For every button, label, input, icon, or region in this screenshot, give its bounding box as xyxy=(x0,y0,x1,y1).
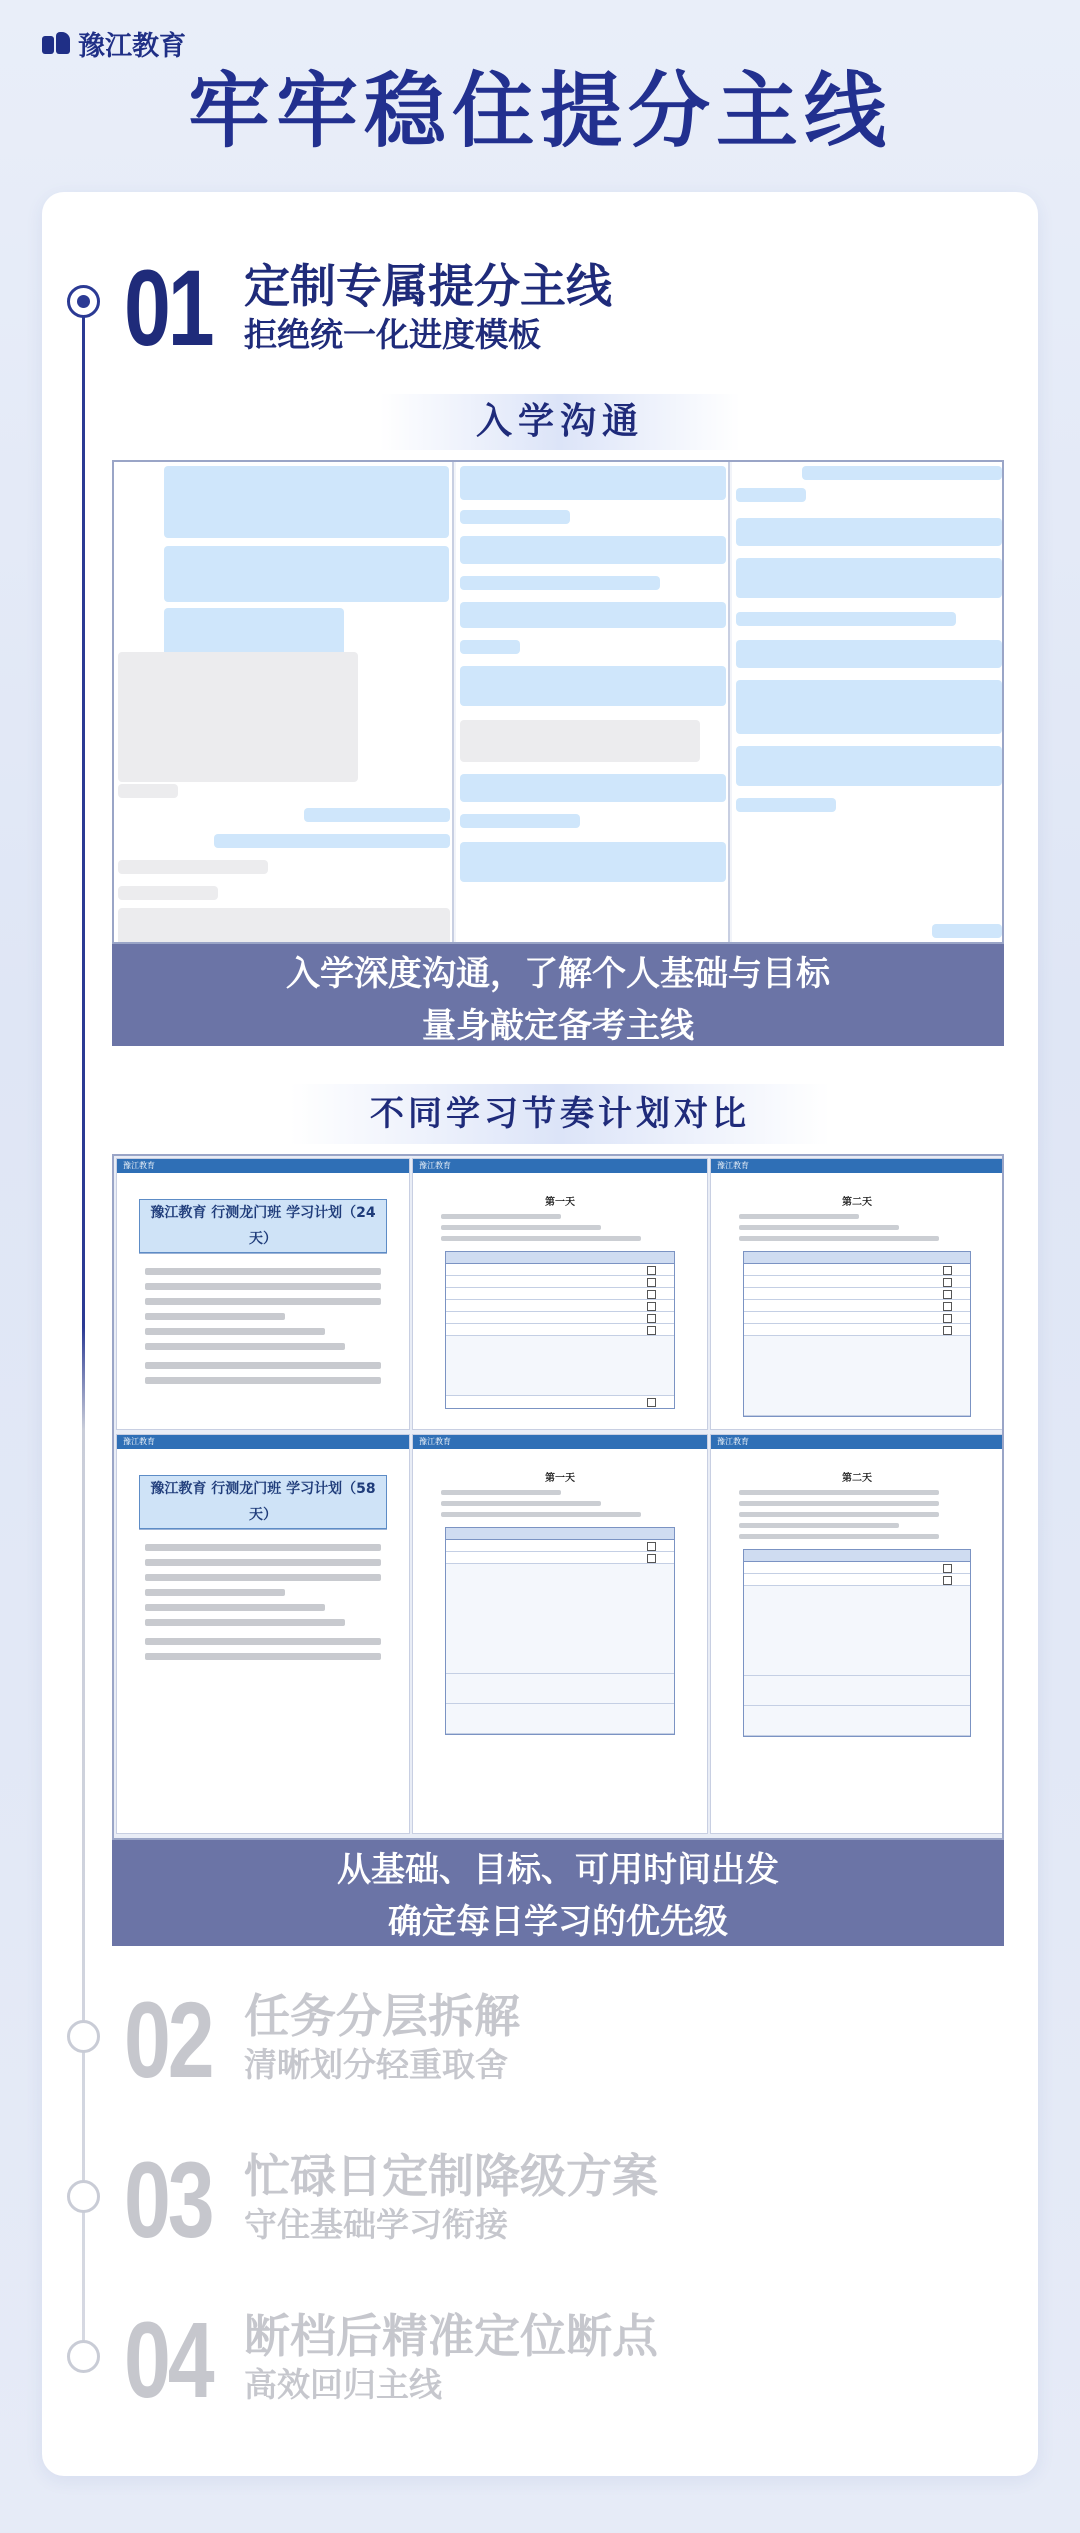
section-subtitle-03: 守住基础学习衔接 xyxy=(244,2205,508,2244)
section-subtitle-04: 高效回归主线 xyxy=(244,2365,442,2404)
section-number-03: 03 xyxy=(124,2139,212,2260)
caption-enrollment-line2: 量身敲定备考主线 xyxy=(422,1006,694,1046)
plan-title-24: 豫江教育 行测龙门班 学习计划（24天） xyxy=(139,1199,387,1253)
timeline-dot-02 xyxy=(67,2020,100,2053)
badge-enrollment: 入学沟通 xyxy=(380,394,740,450)
section-number-01: 01 xyxy=(124,247,212,368)
badge-plan-compare: 不同学习节奏计划对比 xyxy=(290,1084,830,1144)
plan-page-header: 豫江教育 xyxy=(711,1435,1003,1449)
caption-plan-compare-line2: 确定每日学习的优先级 xyxy=(388,1902,728,1942)
plan-page-header: 豫江教育 xyxy=(413,1159,707,1173)
section-subtitle-02: 清晰划分轻重取舍 xyxy=(244,2045,508,2084)
plan-page-header: 豫江教育 xyxy=(413,1435,707,1449)
brand-name: 豫江教育 xyxy=(78,31,186,62)
section-subtitle-01: 拒绝统一化进度模板 xyxy=(244,315,541,354)
plan-page-58-day2 xyxy=(710,1434,1004,1834)
caption-plan-compare xyxy=(112,1840,1004,1946)
caption-enrollment-line1: 入学深度沟通，了解个人基础与目标 xyxy=(286,954,830,994)
chat-column-2 xyxy=(456,462,730,942)
plan-day-title: 第一天 xyxy=(545,1197,575,1208)
plan-page-58-cover xyxy=(116,1434,410,1834)
section-title-03: 忙碌日定制降级方案 xyxy=(244,2149,658,2203)
plan-page-24-day1 xyxy=(412,1158,708,1430)
plan-page-24-cover xyxy=(116,1158,410,1430)
caption-enrollment xyxy=(112,944,1004,1046)
caption-plan-compare-line1: 从基础、目标、可用时间出发 xyxy=(337,1850,779,1890)
section-title-04: 断档后精准定位断点 xyxy=(244,2309,658,2363)
plan-day-title: 第二天 xyxy=(842,1197,872,1208)
hero-title: 牢牢稳住提分主线 xyxy=(187,64,892,159)
timeline-dot-04 xyxy=(67,2340,100,2373)
logo-icon xyxy=(42,32,72,56)
chat-column-1 xyxy=(114,462,454,942)
plan-page-header: 豫江教育 xyxy=(117,1435,409,1449)
plan-pages-panel xyxy=(112,1154,1004,1840)
chat-column-3 xyxy=(732,462,1004,942)
timeline-dot-03 xyxy=(67,2180,100,2213)
plan-day-title: 第一天 xyxy=(545,1473,575,1484)
plan-page-24-day2 xyxy=(710,1158,1004,1430)
chat-screenshot-panel xyxy=(112,460,1004,944)
section-title-02: 任务分层拆解 xyxy=(244,1989,520,2043)
plan-day-title: 第二天 xyxy=(842,1473,872,1484)
section-number-04: 04 xyxy=(124,2299,212,2420)
plan-page-58-day1 xyxy=(412,1434,708,1834)
plan-title-58: 豫江教育 行测龙门班 学习计划（58天） xyxy=(139,1475,387,1529)
timeline-dot-01 xyxy=(67,285,100,318)
plan-page-header: 豫江教育 xyxy=(711,1159,1003,1173)
section-title-01: 定制专属提分主线 xyxy=(244,259,612,313)
brand-logo xyxy=(42,24,186,63)
plan-page-header: 豫江教育 xyxy=(117,1159,409,1173)
section-number-02: 02 xyxy=(124,1979,212,2100)
